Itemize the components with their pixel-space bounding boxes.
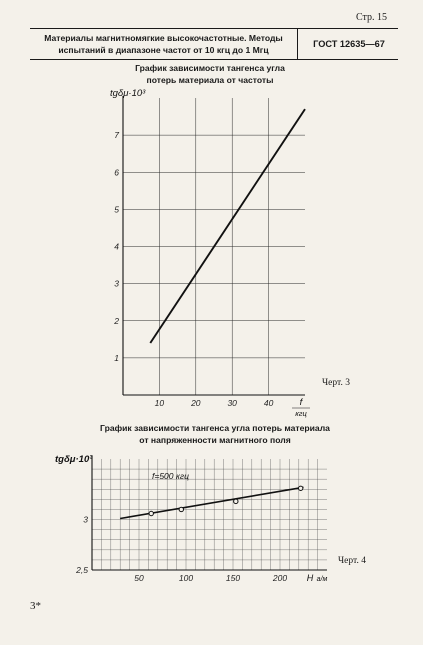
chart1-title-line-1: График зависимости тангенса угла: [135, 63, 285, 73]
page-number: Стр. 15: [355, 12, 387, 23]
chart1-frequency-plot: [110, 88, 310, 418]
chart2-x-tick-label: 50: [134, 573, 144, 583]
chart2-y-axis-label: tgδμ·10³: [55, 454, 93, 465]
chart2-data-point: [149, 511, 153, 515]
chart1-y-tick-label: 7: [114, 130, 119, 141]
chart1-y-tick-label: 3: [114, 278, 119, 289]
chart1-y-tick-label: 5: [114, 204, 119, 215]
chart2-series-line: [120, 487, 303, 518]
chart1-y-tick-label: 6: [114, 167, 119, 178]
chart2-title-line-2: от напряженности магнитного поля: [139, 435, 291, 445]
chart2-x-unit-label: а/м: [316, 576, 328, 583]
chart1-y-axis-label: tgδμ·10³: [110, 88, 146, 99]
chart1-x-tick-label: 10: [154, 398, 165, 408]
chart1-series-line: [150, 109, 305, 343]
chart1-x-tick-label: 40: [263, 398, 274, 408]
chart1-x-axis-label: f: [299, 397, 303, 408]
document-title-line-2: испытаний в диапазоне частот от 10 кгц до 1 Мгц: [58, 45, 269, 55]
chart2-data-point: [234, 499, 238, 503]
document-title-line-1: Материалы магнитномягкие высокочастотные. Методы: [44, 33, 283, 43]
chart2-data-point: [298, 486, 302, 490]
chart2-x-tick-label: 150: [225, 573, 241, 583]
chart2-x-tick-label: 100: [178, 573, 194, 583]
chart1-x-tick-label: 20: [191, 398, 201, 408]
chart2-title: [70, 422, 360, 446]
chart2-y-tick-label: 2,5: [76, 565, 88, 575]
footer-mark: 3*: [30, 600, 41, 612]
chart2-data-point: [179, 507, 183, 511]
chart1-y-tick-label: 1: [114, 352, 119, 363]
chart2-x-axis-label: H: [306, 573, 314, 583]
chart1-y-tick-label: 2: [114, 315, 119, 326]
chart2-y-tick-label: 3: [83, 514, 88, 525]
chart1-x-tick-label: 30: [227, 398, 237, 408]
chart2-x-tick-label: 200: [272, 573, 288, 583]
chart1-y-tick-label: 4: [114, 241, 119, 252]
figure4-label: Черт. 4: [338, 556, 366, 566]
chart2-field-plot: [55, 454, 328, 583]
chart2-title-line-1: График зависимости тангенса угла потерь материала: [100, 423, 330, 433]
chart2-annotation: f=500 кгц: [152, 471, 189, 481]
chart1-x-unit-label: кгц: [295, 409, 307, 418]
figure3-label: Черт. 3: [322, 378, 350, 388]
standard-number: ГОСТ 12635—67: [313, 39, 385, 49]
chart1-title-line-2: потерь материала от частоты: [146, 75, 274, 85]
